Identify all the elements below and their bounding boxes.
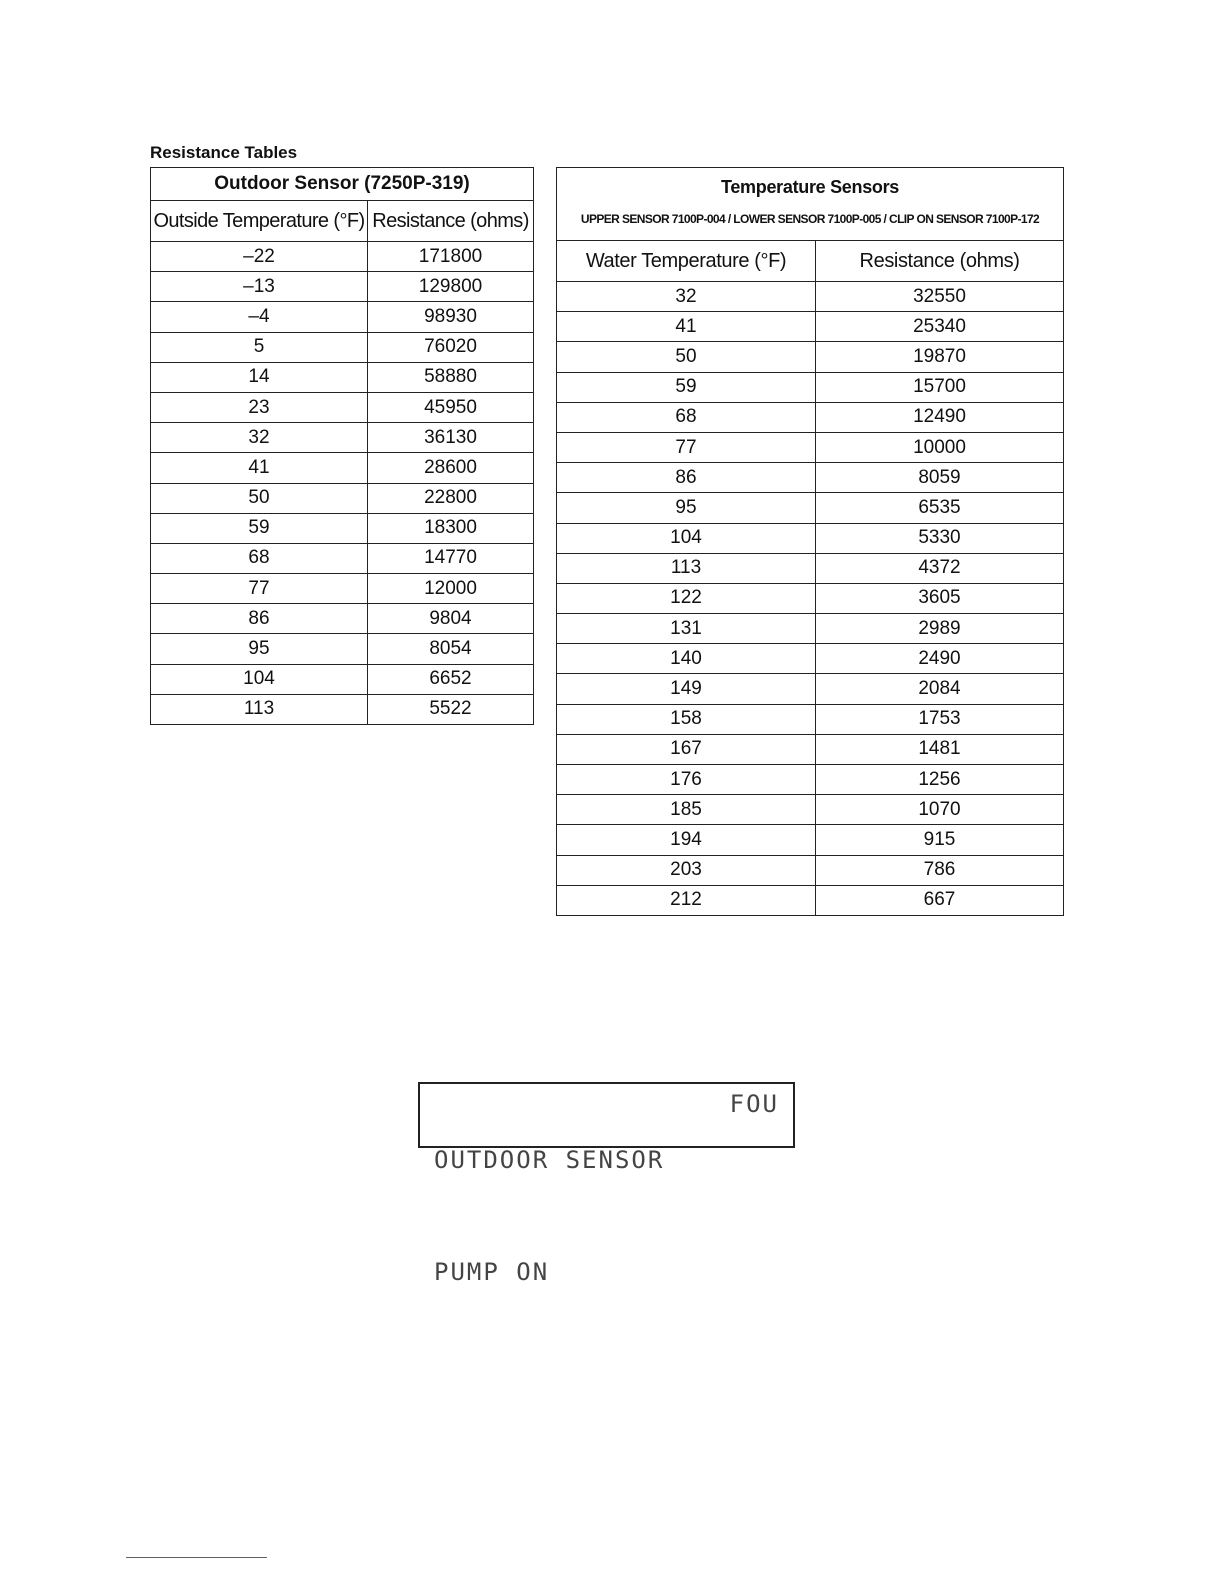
outdoor-resistance-cell: 22800 <box>368 483 534 513</box>
temp-row <box>557 432 1064 462</box>
temp-resistance-cell: 25340 <box>816 312 1064 342</box>
outdoor-temperature-cell: 113 <box>151 694 368 724</box>
outdoor-resistance-cell: 171800 <box>368 242 534 272</box>
temp-resistance-cell: 8059 <box>816 463 1064 493</box>
outdoor-temperature-cell: 23 <box>151 392 368 422</box>
outdoor-row <box>151 272 534 302</box>
outdoor-resistance-cell: 8054 <box>368 634 534 664</box>
temp-resistance-cell: 19870 <box>816 342 1064 372</box>
outdoor-resistance-cell: 6652 <box>368 664 534 694</box>
temp-row <box>557 523 1064 553</box>
temp-temperature-cell: 167 <box>557 734 816 764</box>
temp-row <box>557 795 1064 825</box>
outdoor-temperature-cell: 68 <box>151 543 368 573</box>
temp-temperature-cell: 113 <box>557 553 816 583</box>
outdoor-row <box>151 694 534 724</box>
temp-resistance-cell: 786 <box>816 855 1064 885</box>
temp-temperature-cell: 176 <box>557 765 816 795</box>
outdoor-row <box>151 423 534 453</box>
temp-row <box>557 312 1064 342</box>
temp-row <box>557 583 1064 613</box>
outdoor-row <box>151 513 534 543</box>
temp-resistance-cell: 3605 <box>816 583 1064 613</box>
outdoor-temperature-cell: –13 <box>151 272 368 302</box>
outdoor-resistance-cell: 45950 <box>368 392 534 422</box>
temp-temperature-cell: 185 <box>557 795 816 825</box>
temp-temperature-cell: 212 <box>557 885 816 915</box>
outdoor-resistance-cell: 14770 <box>368 543 534 573</box>
temp-row <box>557 674 1064 704</box>
temp-row <box>557 825 1064 855</box>
temp-resistance-cell: 2490 <box>816 644 1064 674</box>
outdoor-row <box>151 392 534 422</box>
temp-temperature-cell: 77 <box>557 432 816 462</box>
outdoor-row <box>151 543 534 573</box>
temp-col-resistance-header: Resistance (ohms) <box>816 241 1064 282</box>
outdoor-row <box>151 242 534 272</box>
outdoor-row <box>151 664 534 694</box>
temp-resistance-cell: 1481 <box>816 734 1064 764</box>
outdoor-resistance-cell: 5522 <box>368 694 534 724</box>
temp-resistance-cell: 915 <box>816 825 1064 855</box>
outdoor-resistance-cell: 76020 <box>368 332 534 362</box>
outdoor-resistance-cell: 58880 <box>368 362 534 392</box>
temp-row <box>557 372 1064 402</box>
outdoor-row <box>151 332 534 362</box>
temp-row <box>557 463 1064 493</box>
temp-table-subtitle: UPPER SENSOR 7100P-004 / LOWER SENSOR 7100P-005 / CLIP ON SENSOR 7100P-172 <box>557 198 1064 241</box>
outdoor-temperature-cell: –4 <box>151 302 368 332</box>
outdoor-temperature-cell: 5 <box>151 332 368 362</box>
outdoor-row <box>151 634 534 664</box>
temp-temperature-cell: 68 <box>557 402 816 432</box>
footnote-rule <box>126 1557 267 1558</box>
outdoor-temperature-cell: –22 <box>151 242 368 272</box>
temp-temperature-cell: 140 <box>557 644 816 674</box>
outdoor-resistance-cell: 12000 <box>368 574 534 604</box>
temp-row <box>557 765 1064 795</box>
temp-row <box>557 614 1064 644</box>
temp-temperature-cell: 194 <box>557 825 816 855</box>
temp-resistance-cell: 5330 <box>816 523 1064 553</box>
temp-temperature-cell: 149 <box>557 674 816 704</box>
outdoor-col-temperature-header: Outside Temperature (°F) <box>151 201 368 242</box>
temp-temperature-cell: 95 <box>557 493 816 523</box>
temp-resistance-cell: 10000 <box>816 432 1064 462</box>
temp-temperature-cell: 32 <box>557 282 816 312</box>
temp-resistance-cell: 1256 <box>816 765 1064 795</box>
outdoor-temperature-cell: 50 <box>151 483 368 513</box>
temp-resistance-cell: 32550 <box>816 282 1064 312</box>
outdoor-resistance-cell: 98930 <box>368 302 534 332</box>
temp-resistance-cell: 2084 <box>816 674 1064 704</box>
temp-temperature-cell: 86 <box>557 463 816 493</box>
outdoor-resistance-cell: 36130 <box>368 423 534 453</box>
temp-temperature-cell: 50 <box>557 342 816 372</box>
temperature-sensors-table <box>556 167 1064 916</box>
temp-table-title: Temperature Sensors <box>557 168 1064 199</box>
temp-row <box>557 282 1064 312</box>
temp-resistance-cell: 667 <box>816 885 1064 915</box>
outdoor-row <box>151 483 534 513</box>
section-title: Resistance Tables <box>150 143 298 162</box>
outdoor-sensor-table <box>150 167 534 725</box>
temp-row <box>557 855 1064 885</box>
outdoor-temperature-cell: 95 <box>151 634 368 664</box>
temp-row <box>557 402 1064 432</box>
temp-temperature-cell: 104 <box>557 523 816 553</box>
temp-row <box>557 553 1064 583</box>
outdoor-resistance-cell: 28600 <box>368 453 534 483</box>
temp-row <box>557 734 1064 764</box>
temp-row <box>557 704 1064 734</box>
outdoor-col-resistance-header: Resistance (ohms) <box>368 201 534 242</box>
temp-resistance-cell: 15700 <box>816 372 1064 402</box>
outdoor-row <box>151 604 534 634</box>
outdoor-row <box>151 362 534 392</box>
temp-temperature-cell: 131 <box>557 614 816 644</box>
outdoor-row <box>151 302 534 332</box>
temp-resistance-cell: 12490 <box>816 402 1064 432</box>
temp-temperature-cell: 122 <box>557 583 816 613</box>
temp-temperature-cell: 203 <box>557 855 816 885</box>
outdoor-row <box>151 453 534 483</box>
temp-row <box>557 644 1064 674</box>
outdoor-table-title: Outdoor Sensor (7250P-319) <box>151 168 534 201</box>
temp-resistance-cell: 6535 <box>816 493 1064 523</box>
outdoor-resistance-cell: 9804 <box>368 604 534 634</box>
temp-row <box>557 885 1064 915</box>
outdoor-resistance-cell: 18300 <box>368 513 534 543</box>
outdoor-temperature-cell: 104 <box>151 664 368 694</box>
lcd-line-1: OUTDOOR SENSOR <box>434 1146 665 1174</box>
outdoor-row <box>151 574 534 604</box>
lcd-line-2: PUMP ON <box>434 1258 550 1286</box>
outdoor-temperature-cell: 77 <box>151 574 368 604</box>
temp-row <box>557 342 1064 372</box>
lcd-display <box>418 1082 795 1286</box>
outdoor-resistance-cell: 129800 <box>368 272 534 302</box>
temp-resistance-cell: 2989 <box>816 614 1064 644</box>
lcd-line-1-right: FOU <box>729 1090 779 1118</box>
temp-resistance-cell: 4372 <box>816 553 1064 583</box>
outdoor-temperature-cell: 86 <box>151 604 368 634</box>
outdoor-temperature-cell: 14 <box>151 362 368 392</box>
outdoor-temperature-cell: 32 <box>151 423 368 453</box>
temp-row <box>557 493 1064 523</box>
temp-temperature-cell: 158 <box>557 704 816 734</box>
temp-col-temperature-header: Water Temperature (°F) <box>557 241 816 282</box>
temp-resistance-cell: 1070 <box>816 795 1064 825</box>
temp-temperature-cell: 59 <box>557 372 816 402</box>
outdoor-temperature-cell: 41 <box>151 453 368 483</box>
outdoor-temperature-cell: 59 <box>151 513 368 543</box>
temp-resistance-cell: 1753 <box>816 704 1064 734</box>
temp-temperature-cell: 41 <box>557 312 816 342</box>
